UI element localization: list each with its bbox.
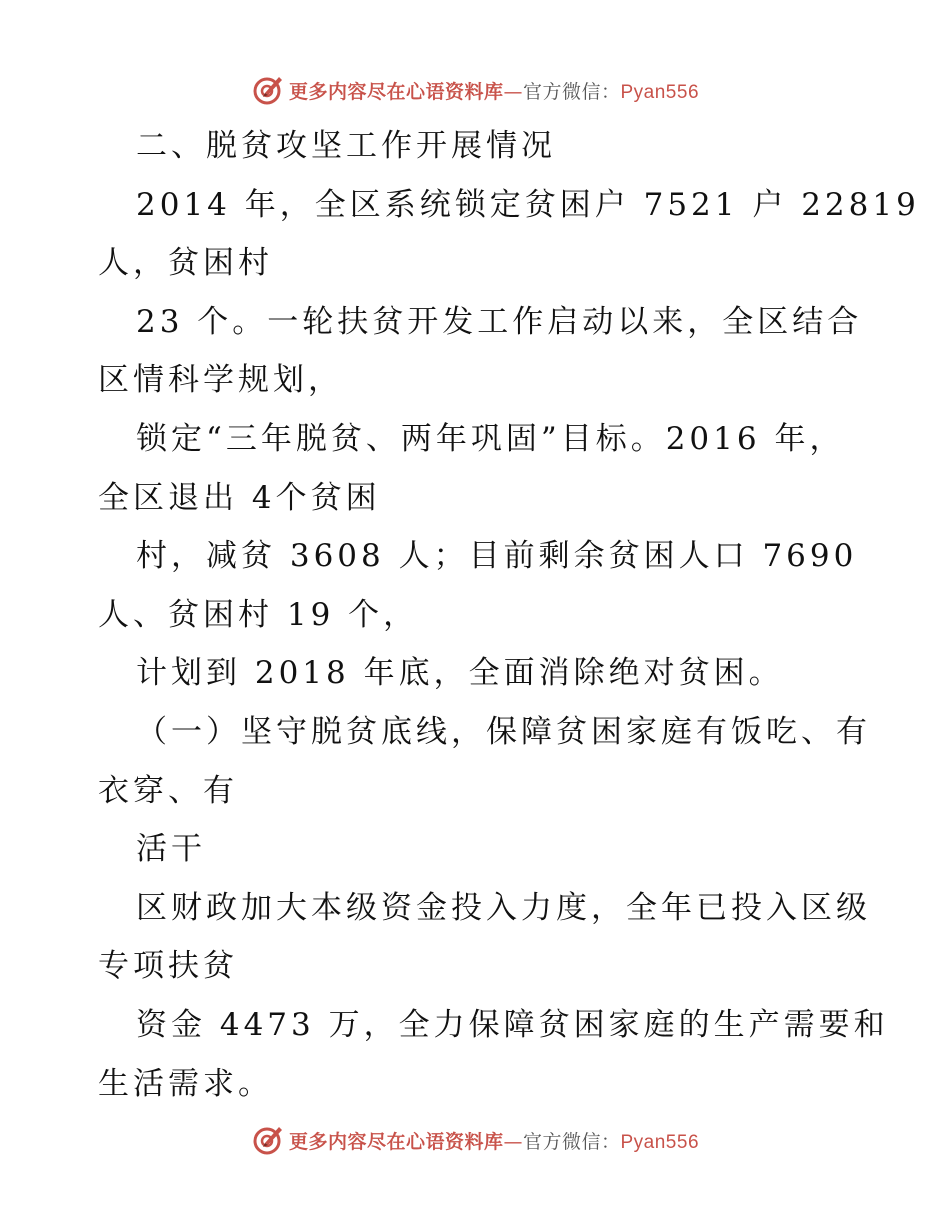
text-line: 二、脱贫攻坚工作开展情况 xyxy=(136,128,556,164)
banner-main-text: 更多内容尽在心语资料库 xyxy=(288,1130,504,1153)
logo-icon xyxy=(251,1123,285,1157)
banner-text xyxy=(289,1127,699,1154)
text-line: 村，减贫 3608 人；目前剩余贫困人口 7690 xyxy=(136,538,858,575)
text-line: 区情科学规划， xyxy=(98,362,343,399)
text-line: （一）坚守脱贫底线，保障贫困家庭有饭吃、有 xyxy=(136,713,871,750)
text-line: 2014 年，全区系统锁定贫困户 7521 户 22819 xyxy=(136,186,920,223)
banner-text xyxy=(289,77,699,104)
banner-dash: — xyxy=(503,1130,523,1153)
text-line: 区财政加大本级资金投入力度，全年已投入区级 xyxy=(136,889,871,926)
logo-icon xyxy=(251,73,285,107)
banner-wechat-label: 官方微信： xyxy=(522,80,621,103)
text-line: 23 个。一轮扶贫开发工作启动以来，全区结合 xyxy=(136,303,863,340)
header-banner xyxy=(0,70,950,110)
banner-wechat-label: 官方微信： xyxy=(522,1130,621,1153)
text-line: 生活需求。 xyxy=(98,1065,273,1102)
text-line: 资金 4473 万，全力保障贫困家庭的生产需要和 xyxy=(136,1006,889,1043)
banner-main-text: 更多内容尽在心语资料库 xyxy=(288,80,504,103)
banner-wechat-id: Pyan556 xyxy=(620,1131,700,1153)
banner-wechat-id: Pyan556 xyxy=(620,81,700,103)
banner-dash: — xyxy=(503,80,523,103)
text-line: 计划到 2018 年底，全面消除绝对贫困。 xyxy=(136,655,784,692)
text-line: 活干 xyxy=(136,831,206,868)
text-line: 人，贫困村 xyxy=(98,245,273,282)
footer-banner xyxy=(0,1120,950,1160)
text-line: 全区退出 4个贫困 xyxy=(98,479,381,516)
text-line: 专项扶贫 xyxy=(98,948,238,985)
text-line: 人、贫困村 19 个， xyxy=(98,596,419,633)
document-body xyxy=(98,117,920,1113)
text-line: 锁定“三年脱贫、两年巩固”目标。2016 年， xyxy=(136,420,845,457)
text-line: 衣穿、有 xyxy=(98,772,238,809)
